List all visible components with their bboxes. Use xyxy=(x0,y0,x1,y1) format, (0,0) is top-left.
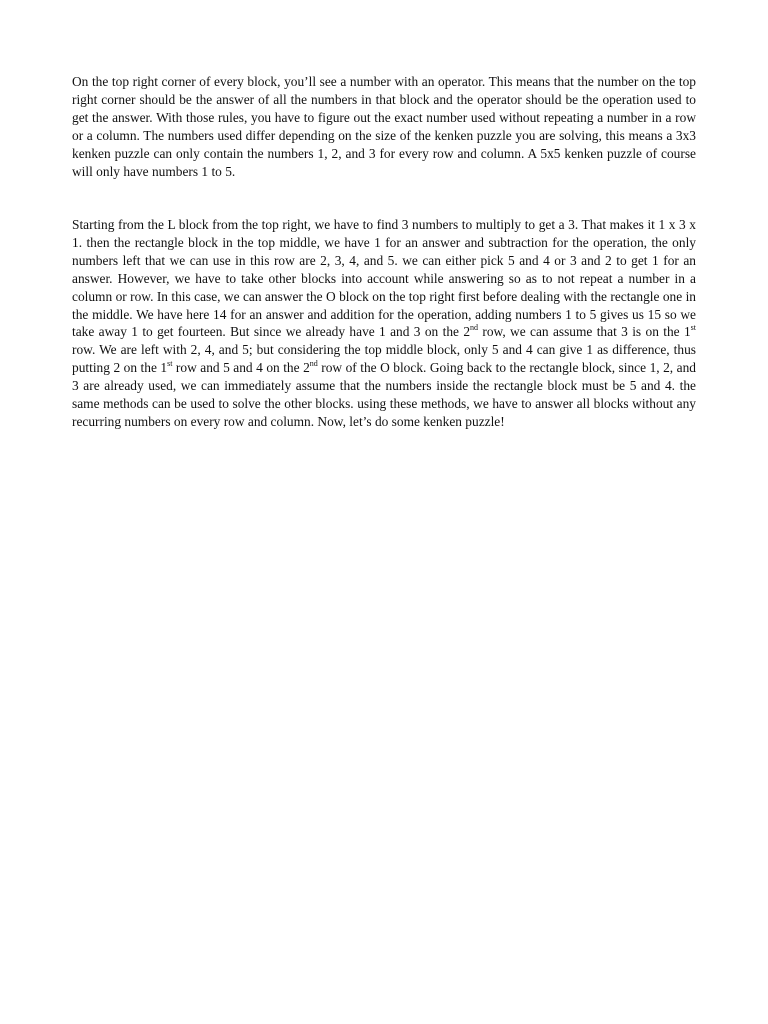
paragraph-2 xyxy=(72,216,696,431)
ordinal-suffix: st xyxy=(167,358,173,368)
paragraph-2-text: row of the O block. Going back to the rectangle block, since 1, 2, and 3 are already used, we can immediately assume that the numbers inside the rectangle block must be 5 and 4. the same methods can be used to solve the other blocks. using these methods, we have to answer all blocks without any recurring numbers on every row and column. Now, let’s do some kenken puzzle! xyxy=(72,360,696,429)
paragraph-1: On the top right corner of every block, you’ll see a number with an operator. This means that the number on the top right corner should be the answer of all the numbers in that block and the operator should be the operation used to get the answer. With those rules, you have to figure out the exact number used without repeating a number in a row or a column. The numbers used differ depending on the size of the kenken puzzle you are solving, this means a 3x3 kenken puzzle can only contain the numbers 1, 2, and 3 for every row and column. A 5x5 kenken puzzle of course will only have numbers 1 to 5. xyxy=(72,74,696,179)
ordinal-suffix: nd xyxy=(470,322,479,332)
paragraph-2-text: Starting from the L block from the top right, we have to find 3 numbers to multiply to get a 3. That makes it 1 x 3 x 1. then the rectangle block in the top middle, we have 1 for an answer and subtraction for the operation, the only numbers left that we can use in this row are 2, 3, 4, and 5. we can either pick 5 and 4 or 3 and 2 to get 1 for an answer. However, we have to take other blocks into account while answering so as to not repeat a number in a column or row. In this case, we can answer the O block on the top right first before dealing with the rectangle one in the middle. We have here 14 for an answer and addition for the operation, adding numbers 1 to 5 gives us 15 so we take away 1 to get fourteen. But since we already have 1 and 3 on the 2 xyxy=(72,217,696,340)
ordinal-suffix: st xyxy=(690,322,696,332)
paragraph-2-text: row. We are left with 2, 4, and 5; but considering the top middle block, only 5 and 4 can give 1 as difference, thus putting 2 on the 1 xyxy=(72,342,696,376)
ordinal-suffix: nd xyxy=(309,358,318,368)
paragraph-2-text: row, we can assume that 3 is on the 1 xyxy=(478,324,691,340)
paragraph-2-text: row and 5 and 4 on the 2 xyxy=(172,360,310,376)
